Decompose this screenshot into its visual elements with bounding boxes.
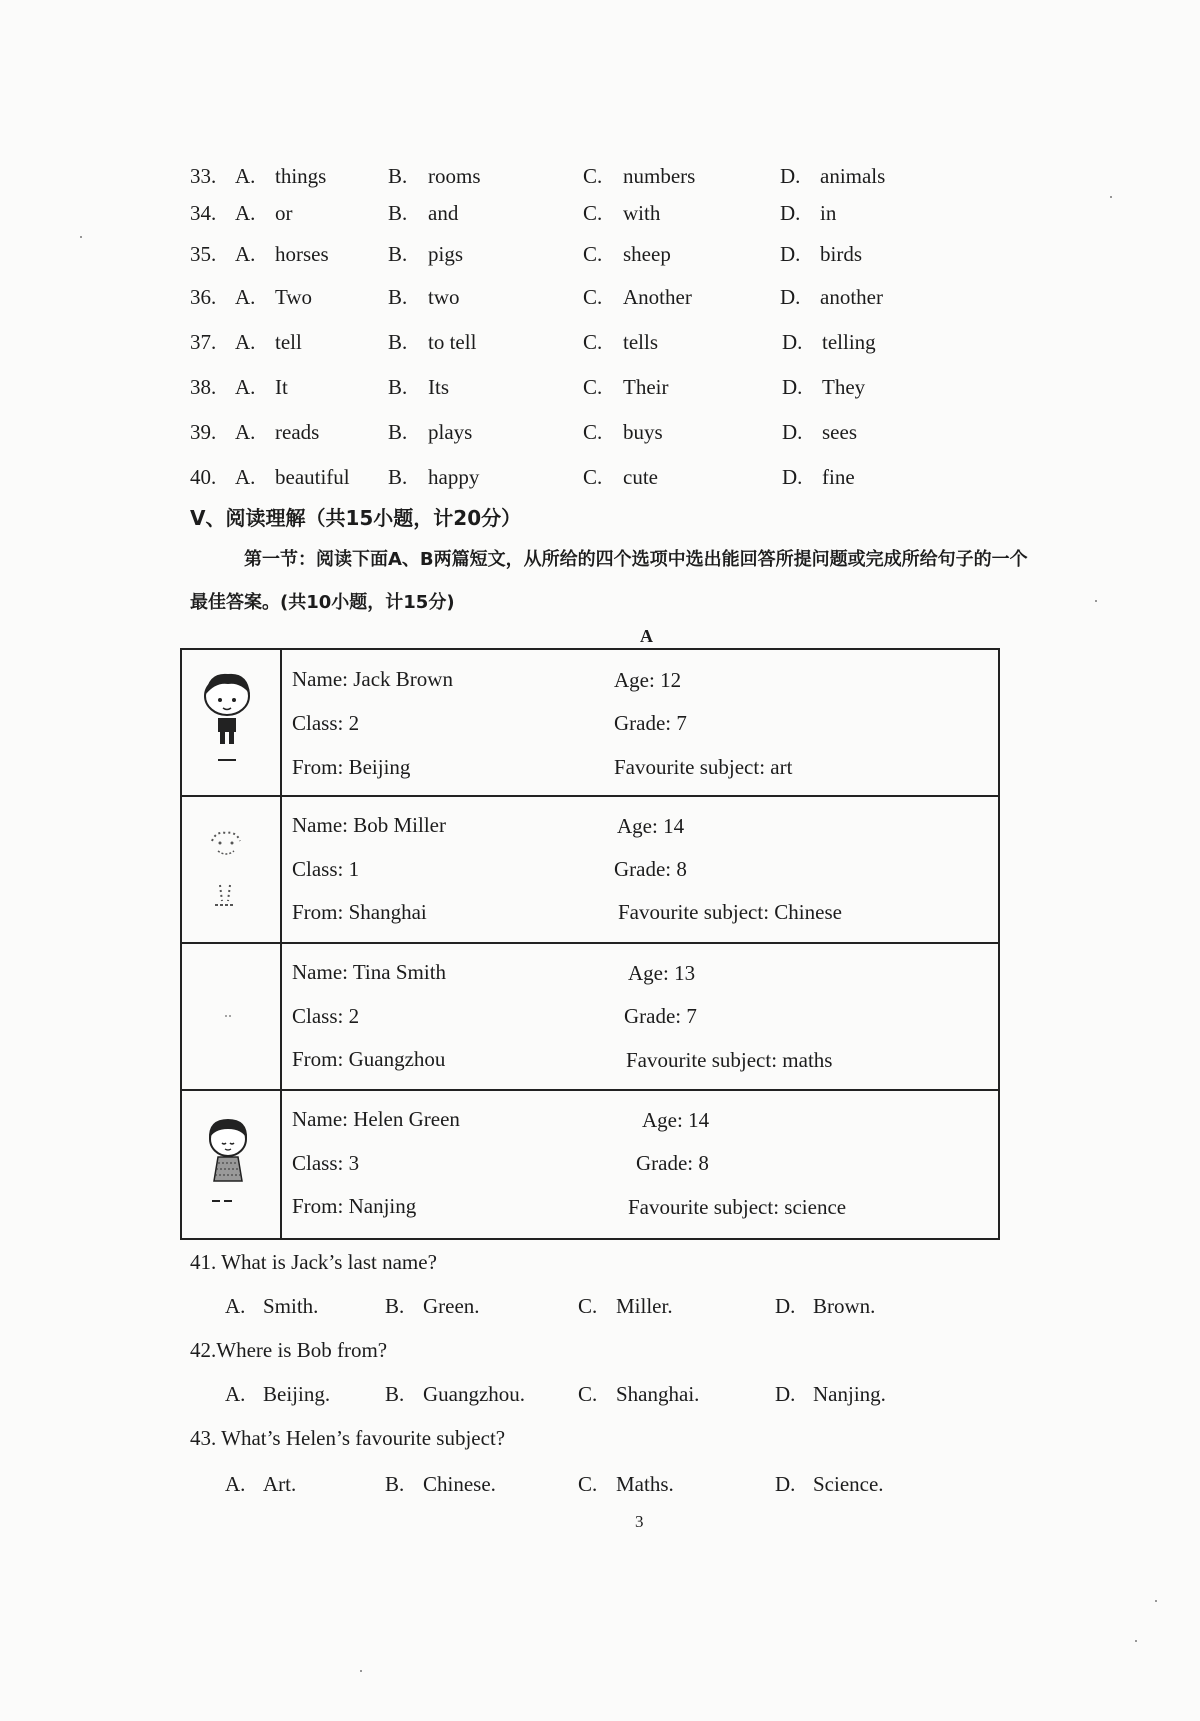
passage-label: A (640, 626, 653, 646)
answer-row-41 (225, 1294, 1025, 1328)
option-b: B. Chinese. (385, 1472, 496, 1496)
option-a: A. horses (235, 242, 329, 266)
option-d: D. in (780, 201, 837, 225)
girl-cartoon-icon (182, 1091, 282, 1236)
question-number: 33. (190, 164, 217, 188)
question-number: 39. (190, 420, 217, 444)
student-grade: Grade: 8 (636, 1151, 709, 1175)
question-43: 43. What’s Helen’s favourite subject? (190, 1426, 506, 1450)
option-d: D. Brown. (775, 1294, 876, 1318)
option-b: B. Its (388, 375, 449, 399)
student-photo-cell (182, 944, 282, 1089)
option-row-37 (190, 330, 1010, 366)
option-a: A. It (235, 375, 288, 399)
student-photo-cell (182, 797, 282, 942)
option-c: C. Another (583, 285, 692, 309)
student-photo-cell (182, 1091, 282, 1238)
option-a: A. or (235, 201, 293, 225)
option-d: D. animals (780, 164, 886, 188)
option-c: C. with (583, 201, 661, 225)
option-c: C. sheep (583, 242, 671, 266)
option-a: A. Art. (225, 1472, 297, 1496)
student-from: From: Shanghai (292, 900, 427, 924)
option-d: D. They (782, 375, 866, 399)
student-class: Class: 2 (292, 1004, 360, 1028)
student-age: Age: 14 (642, 1108, 710, 1132)
question-42: 42.Where is Bob from? (190, 1338, 388, 1362)
option-d: D. another (780, 285, 883, 309)
student-age: Age: 13 (628, 961, 696, 985)
option-c: C. Maths. (578, 1472, 674, 1496)
question-41: 41. What is Jack’s last name? (190, 1250, 437, 1274)
option-a: A. beautiful (235, 465, 350, 489)
student-subject: Favourite subject: art (614, 755, 793, 779)
scan-speck (80, 236, 82, 238)
question-number: 38. (190, 375, 217, 399)
student-name: Name: Helen Green (292, 1107, 460, 1131)
option-d: D. telling (782, 330, 876, 354)
student-row-bob (182, 797, 998, 944)
scan-speck (1135, 1640, 1137, 1642)
option-b: B. happy (388, 465, 480, 489)
answer-row-43 (225, 1472, 1025, 1506)
option-a: A. Beijing. (225, 1382, 331, 1406)
option-row-39 (190, 420, 1010, 456)
option-d: D. fine (782, 465, 855, 489)
student-subject: Favourite subject: science (628, 1195, 847, 1219)
option-b: B. rooms (388, 164, 481, 188)
student-class: Class: 2 (292, 711, 360, 735)
faded-figure-icon (182, 797, 282, 942)
option-c: C. tells (583, 330, 658, 354)
section-title: V、阅读理解（共15小题，计20分） (190, 506, 522, 530)
option-b: B. Green. (385, 1294, 480, 1318)
option-c: C. buys (583, 420, 663, 444)
question-number: 34. (190, 201, 217, 225)
student-class: Class: 1 (292, 857, 360, 881)
question-number: 35. (190, 242, 217, 266)
student-info-table (180, 648, 1000, 1240)
option-c: C. Miller. (578, 1294, 673, 1318)
option-row-34 (190, 201, 1010, 237)
scan-speck (1155, 1600, 1157, 1602)
student-row-tina (182, 944, 998, 1091)
option-row-33 (190, 164, 1010, 200)
option-b: B. Guangzhou. (385, 1382, 526, 1406)
instruction-line-2: 最佳答案。(共10小题，计15分) (190, 592, 455, 613)
instruction-line-1: 第一节：阅读下面A、B两篇短文，从所给的四个选项中选出能回答所提问题或完成所给句子的一个 (244, 549, 1028, 570)
student-from: From: Beijing (292, 755, 411, 779)
scan-speck (360, 1670, 362, 1672)
option-row-35 (190, 242, 1010, 278)
student-grade: Grade: 7 (614, 711, 687, 735)
option-c: C. cute (583, 465, 658, 489)
question-number: 36. (190, 285, 217, 309)
option-row-40 (190, 465, 1010, 501)
option-d: D. sees (782, 420, 857, 444)
blank-photo-icon (182, 944, 282, 1089)
scan-speck (1110, 196, 1112, 198)
question-number: 40. (190, 465, 217, 489)
student-name: Name: Bob Miller (292, 813, 446, 837)
student-row-helen (182, 1091, 998, 1238)
option-row-38 (190, 375, 1010, 411)
option-c: C. Shanghai. (578, 1382, 700, 1406)
option-a: A. reads (235, 420, 320, 444)
option-b: B. and (388, 201, 459, 225)
question-number: 37. (190, 330, 217, 354)
answer-row-42 (225, 1382, 1025, 1416)
option-d: D. Nanjing. (775, 1382, 886, 1406)
option-a: A. tell (235, 330, 302, 354)
option-b: B. plays (388, 420, 473, 444)
page-number: 3 (635, 1512, 644, 1531)
student-subject: Favourite subject: Chinese (618, 900, 842, 924)
student-grade: Grade: 7 (624, 1004, 697, 1028)
student-row-jack (182, 650, 998, 797)
student-name: Name: Jack Brown (292, 667, 453, 691)
student-from: From: Guangzhou (292, 1047, 446, 1071)
student-grade: Grade: 8 (614, 857, 687, 881)
option-b: B. two (388, 285, 460, 309)
student-age: Age: 12 (614, 668, 682, 692)
student-name: Name: Tina Smith (292, 960, 447, 984)
option-a: A. things (235, 164, 327, 188)
option-a: A. Two (235, 285, 313, 309)
student-photo-cell (182, 650, 282, 795)
option-b: B. to tell (388, 330, 477, 354)
option-d: D. birds (780, 242, 862, 266)
option-b: B. pigs (388, 242, 464, 266)
student-age: Age: 14 (617, 814, 685, 838)
scan-speck (1095, 600, 1097, 602)
student-subject: Favourite subject: maths (626, 1048, 833, 1072)
option-a: A. Smith. (225, 1294, 319, 1318)
student-class: Class: 3 (292, 1151, 360, 1175)
boy-cartoon-icon (182, 650, 282, 795)
student-from: From: Nanjing (292, 1194, 417, 1218)
option-d: D. Science. (775, 1472, 884, 1496)
option-c: C. numbers (583, 164, 696, 188)
option-row-36 (190, 285, 1010, 321)
option-c: C. Their (583, 375, 669, 399)
